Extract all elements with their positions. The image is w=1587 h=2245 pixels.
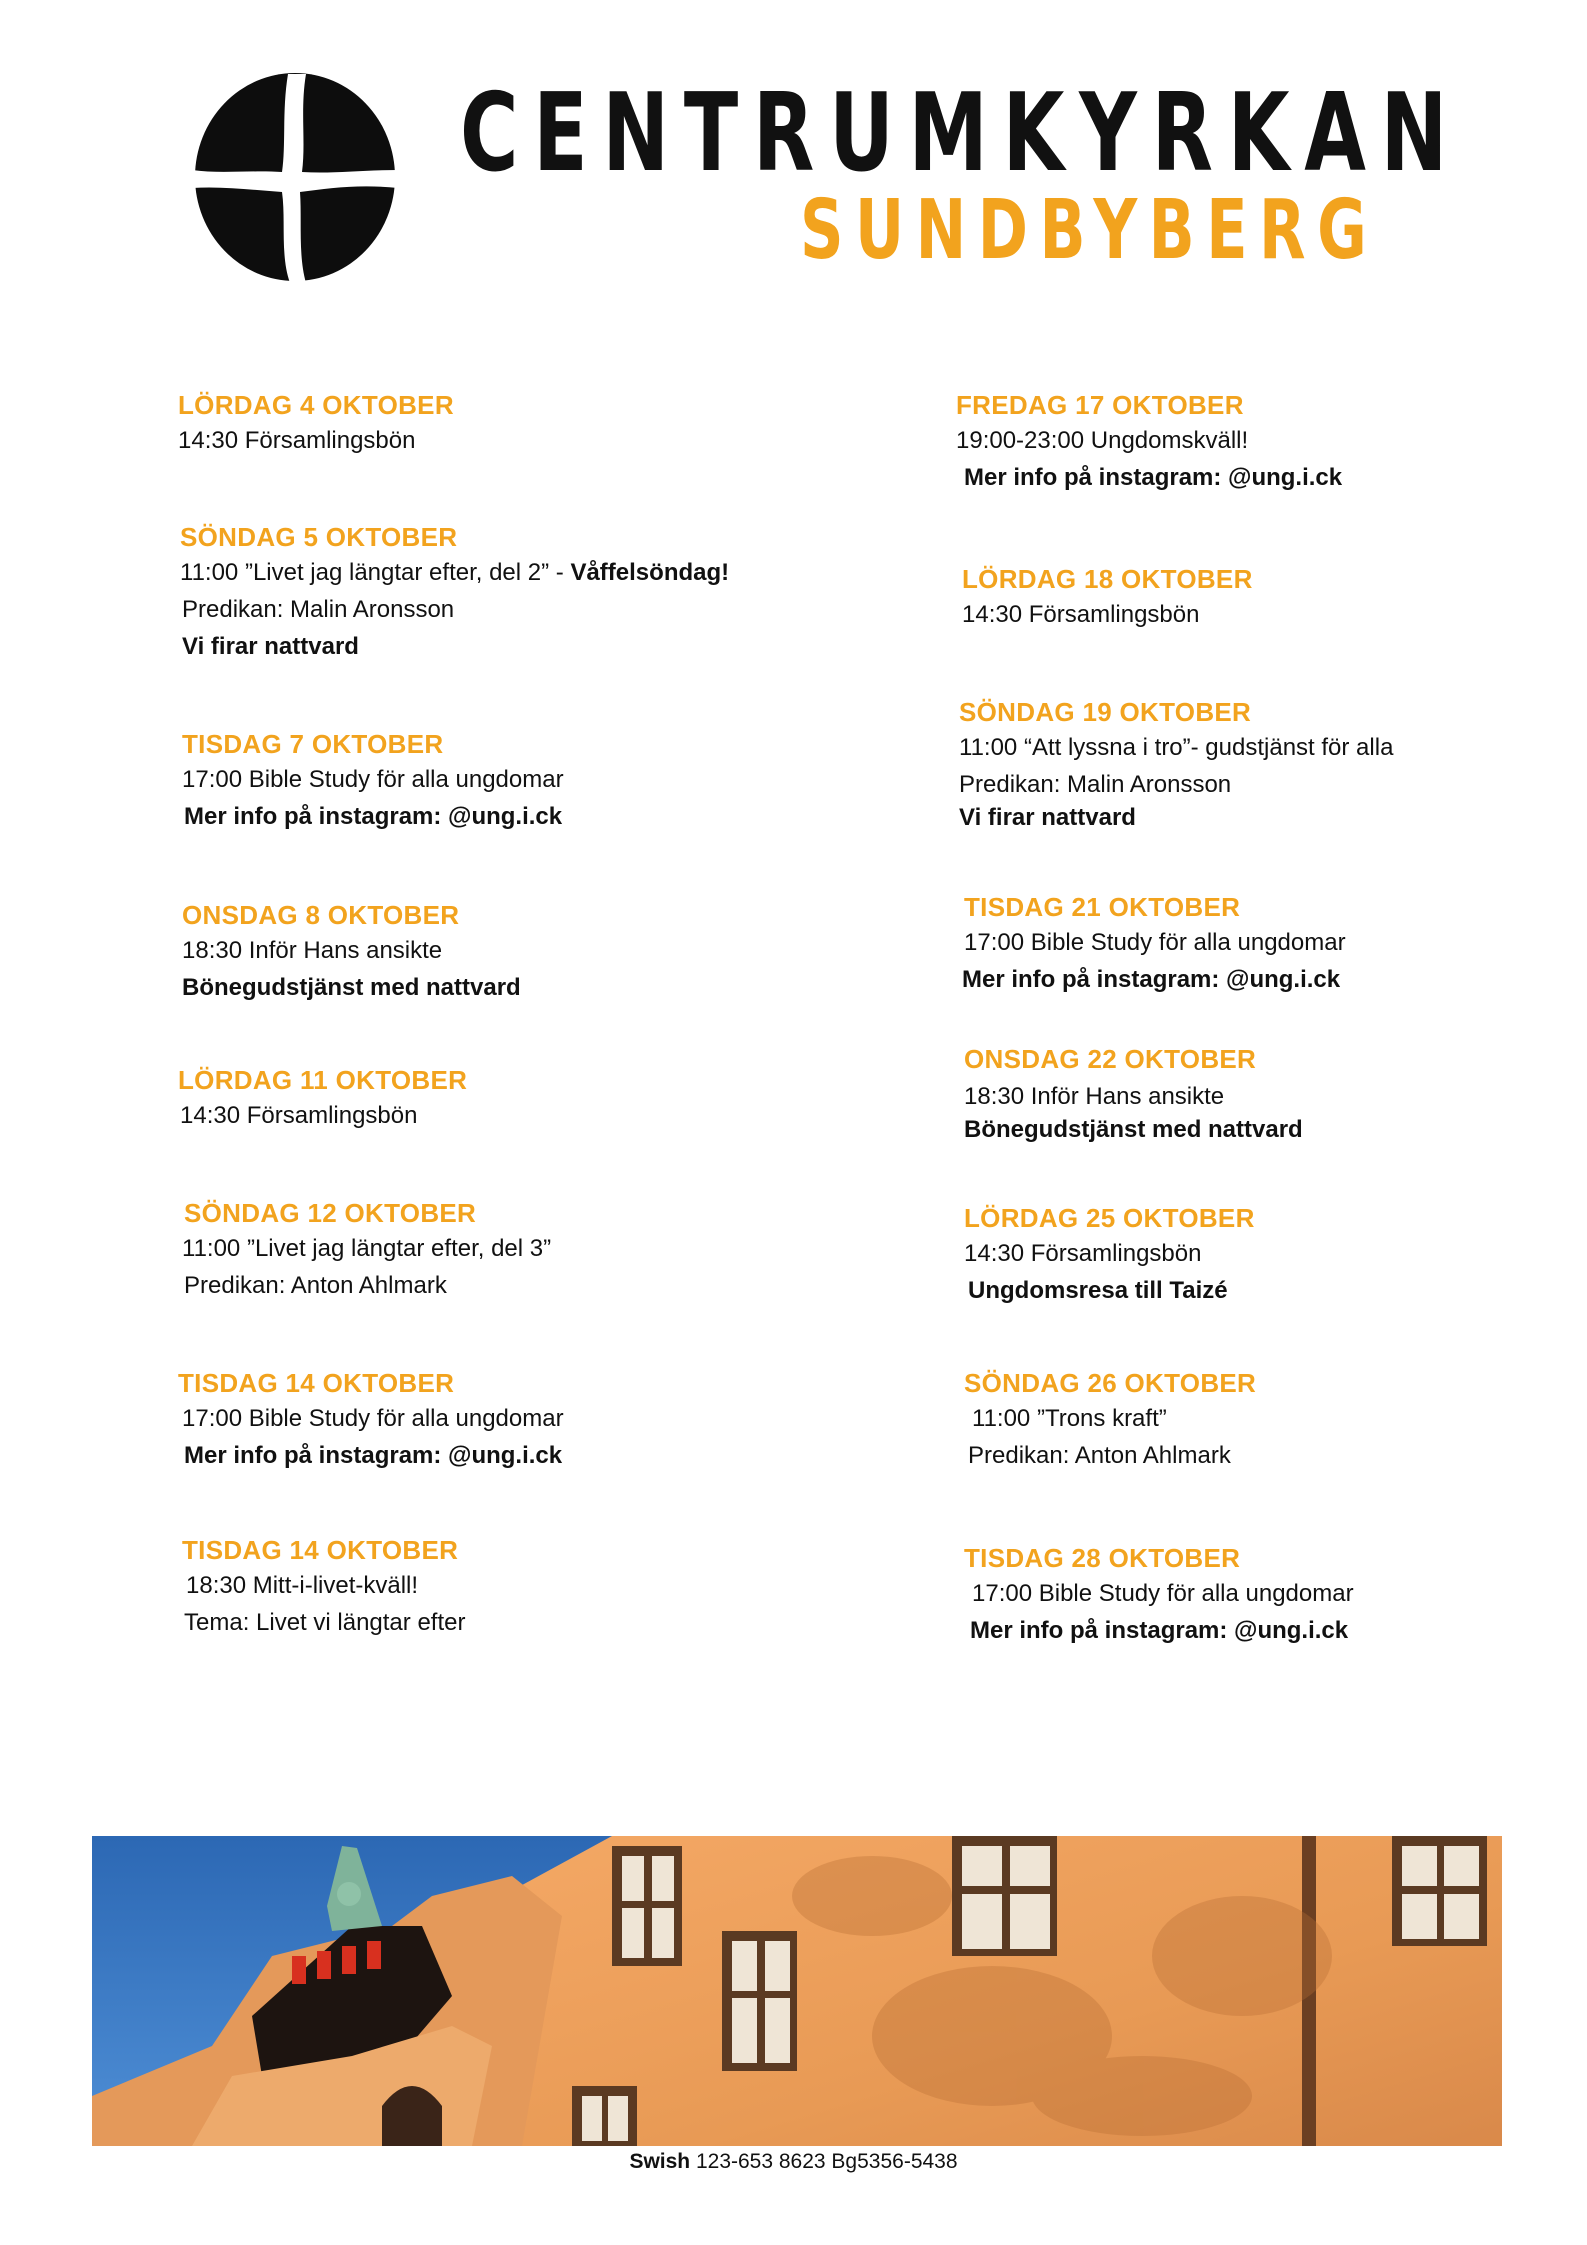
event-left-2	[180, 520, 729, 665]
event-line: 14:30 Församlingsbön	[962, 601, 1200, 628]
event-line: Bönegudstjänst med nattvard	[182, 974, 521, 1001]
event-line: Mer info på instagram: @ung.i.ck	[964, 464, 1343, 491]
event-line: Mer info på instagram: @ung.i.ck	[184, 1442, 563, 1469]
event-date: LÖRDAG 18 OKTOBER	[962, 564, 1253, 594]
event-left-6	[184, 1196, 551, 1304]
event-date: ONSDAG 22 OKTOBER	[964, 1044, 1257, 1074]
event-line: Vi firar nattvard	[182, 633, 359, 660]
event-date: TISDAG 14 OKTOBER	[182, 1535, 459, 1565]
church-name: CENTRUMKYRKAN	[460, 71, 1463, 196]
event-line: 17:00 Bible Study för alla ungdomar	[964, 929, 1346, 956]
event-left-3	[182, 727, 564, 835]
event-line: 18:30 Inför Hans ansikte	[182, 937, 443, 964]
payment-info	[0, 2150, 1587, 2174]
event-line: 11:00 ”Livet jag längtar efter, del 3”	[182, 1235, 552, 1262]
church-location: SUNDBYBERG	[800, 183, 1379, 278]
swish-label: Swish	[629, 2150, 691, 2173]
event-line: Mer info på instagram: @ung.i.ck	[184, 803, 563, 830]
event-line: 18:30 Mitt-i-livet-kväll!	[186, 1572, 419, 1599]
event-line: 17:00 Bible Study för alla ungdomar	[182, 766, 564, 793]
event-line: 17:00 Bible Study för alla ungdomar	[182, 1405, 564, 1432]
event-line: 11:00 ”Trons kraft”	[972, 1405, 1167, 1432]
event-date: TISDAG 7 OKTOBER	[182, 729, 444, 759]
event-line: Bönegudstjänst med nattvard	[964, 1116, 1303, 1143]
event-right-1	[956, 388, 1342, 496]
event-left-1	[178, 388, 454, 459]
event-line: Predikan: Anton Ahlmark	[968, 1442, 1231, 1469]
event-line: 14:30 Församlingsbön	[180, 1102, 418, 1129]
event-line: Predikan: Malin Aronsson	[182, 596, 455, 623]
event-line: 17:00 Bible Study för alla ungdomar	[972, 1580, 1354, 1607]
event-date: LÖRDAG 11 OKTOBER	[178, 1065, 468, 1095]
event-date: FREDAG 17 OKTOBER	[956, 390, 1244, 420]
event-line: 14:30 Församlingsbön	[964, 1240, 1202, 1267]
event-line: Predikan: Malin Aronsson	[959, 771, 1232, 798]
event-date: TISDAG 14 OKTOBER	[178, 1368, 455, 1398]
event-line: 11:00 “Att lyssna i tro”- gudstjänst för alla	[959, 734, 1394, 761]
event-date: ONSDAG 8 OKTOBER	[182, 900, 460, 930]
event-highlight: Våffelsöndag!	[570, 559, 730, 586]
event-line: 14:30 Församlingsbön	[178, 427, 416, 454]
event-date: SÖNDAG 19 OKTOBER	[959, 697, 1252, 727]
event-line: Tema: Livet vi längtar efter	[184, 1609, 466, 1636]
event-right-8	[964, 1541, 1354, 1649]
event-right-4	[964, 890, 1346, 998]
event-date: TISDAG 28 OKTOBER	[964, 1543, 1241, 1573]
event-date: TISDAG 21 OKTOBER	[964, 892, 1241, 922]
event-line: Predikan: Anton Ahlmark	[184, 1272, 447, 1299]
event-line: Ungdomsresa till Taizé	[968, 1277, 1228, 1304]
event-line: Vi firar nattvard	[959, 804, 1136, 831]
payment-numbers: 123-653 8623 Bg5356-5438	[690, 2150, 958, 2173]
event-date: LÖRDAG 25 OKTOBER	[964, 1203, 1255, 1233]
event-right-7	[964, 1366, 1256, 1474]
event-date: LÖRDAG 4 OKTOBER	[178, 390, 454, 420]
event-left-5	[178, 1063, 467, 1134]
event-left-7	[178, 1366, 564, 1474]
event-right-3	[959, 695, 1393, 836]
event-left-8	[182, 1533, 465, 1641]
event-line: Mer info på instagram: @ung.i.ck	[970, 1617, 1349, 1644]
event-left-4	[182, 898, 521, 1006]
event-line: Mer info på instagram: @ung.i.ck	[962, 966, 1341, 993]
event-right-6	[964, 1201, 1255, 1309]
church-building-photo	[92, 1836, 1502, 2146]
event-date: SÖNDAG 26 OKTOBER	[964, 1368, 1257, 1398]
event-right-2	[962, 562, 1253, 633]
event-date: SÖNDAG 5 OKTOBER	[180, 522, 458, 552]
event-line: 19:00-23:00 Ungdomskväll!	[956, 427, 1249, 454]
event-date: SÖNDAG 12 OKTOBER	[184, 1198, 477, 1228]
event-right-5	[964, 1042, 1303, 1148]
cross-circle-icon	[190, 70, 400, 285]
event-line: 11:00 ”Livet jag längtar efter, del 2” - Våffelsöndag!	[180, 559, 730, 586]
event-line: 18:30 Inför Hans ansikte	[964, 1083, 1225, 1110]
